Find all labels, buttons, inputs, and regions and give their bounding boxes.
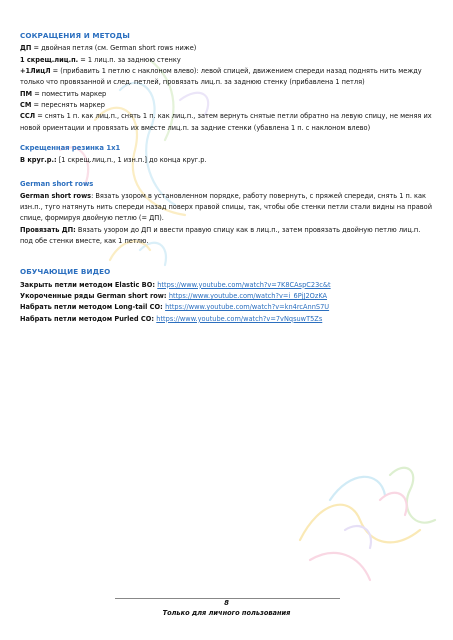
abbrev-item [20,43,435,54]
abbrev-item [20,89,435,100]
rib-instruction [20,155,435,166]
video-tutorials-heading: ОБУЧАЮЩИЕ ВИДЕО [20,267,111,277]
video-label: Набрать петли методом Long-tail CO: [20,303,166,312]
video-label: Набрать петли методом Purled CO: [20,314,157,323]
abbrev-term: ПМ [20,89,33,98]
abbrev-term: +1ЛицЛ [20,67,51,76]
video-link[interactable]: https://www.youtube.com/watch?v=kn4rcAnnS7U [165,303,330,312]
video-label: Укороченные ряды German short row: [20,292,169,301]
abbrev-definition: = снять 1 п. как лиц.п., снять 1 п. как лиц.п., затем вернуть снятые петли обратно на левую спицу, не меняя их новой ориентации и провязать их вместе лиц.п. за задние стенки (убавлена 1 п. с наклоном влево) [20,112,432,132]
video-item [20,302,435,313]
abbrev-definition: = (прибавить 1 петлю с наклоном влево): левой спицей, движением спереди назад поднять нить между только что провязанной и след. петлей, провязать лиц.п. за заднюю стенку (прибавлена 1 петля) [20,67,422,87]
abbrev-item [20,100,435,111]
gsr-term: Провязать ДП: [20,225,76,234]
gsr-text: : Вязать узором в установленном порядке, работу повернуть, с пряжей спереди, снять 1 п. как изн.п., туго натянуть нить спереди назад поверх правой спицы, так, чтобы обе стенки петли стали видны на правой спице, формируя двойную петлю (= ДП). [20,191,432,223]
video-link[interactable]: https://www.youtube.com/watch?v=i_6PjJ2OzKA [168,292,328,301]
rib-term: В круг.р.: [20,155,57,164]
abbrev-definition: = двойная петля (см. German short rows ниже) [31,44,197,53]
abbrev-term: ДП [20,44,32,53]
german-short-rows-heading: German short rows [20,180,94,189]
abbrev-definition: = 1 лиц.п. за заднюю стенку [78,55,181,64]
video-item [20,291,435,302]
abbrev-definition: = переснять маркер [31,101,105,110]
abbrev-term: СМ [20,101,32,110]
gsr-paragraph [20,191,435,225]
abbrev-term: ССЛ [20,112,36,121]
gsr-term: German short rows [20,191,92,200]
abbrev-item [20,55,435,66]
gsr-text: Вязать узором до ДП и ввести правую спицу как в лиц.п., затем провязать двойную петлю лиц.п. под обе стенки вместе, как 1 петлю. [20,225,421,246]
document-body [20,30,435,325]
personal-use-note: Только для личного пользования [162,609,291,617]
abbrev-item [20,111,435,134]
video-item [20,314,435,325]
video-link[interactable]: https://www.youtube.com/watch?v=7vNqsuwT5Zs [156,314,323,323]
page-number: 8 [224,599,229,607]
abbrev-term: 1 скрещ.лиц.п. [20,55,79,64]
gsr-paragraph [20,225,435,248]
rib-heading: Скрещенная резинка 1х1 [20,144,121,152]
video-label: Закрыть петли методом Elastic BO: [20,280,158,289]
abbrev-definition: = поместить маркер [32,89,107,98]
abbrev-item [20,66,435,89]
abbreviations-heading: СОКРАЩЕНИЯ И МЕТОДЫ [20,31,130,40]
video-link[interactable]: https://www.youtube.com/watch?v=7K8CAspC23c&t [157,280,331,289]
rib-text: [1 скрещ.лиц.п., 1 изн.п.] до конца круг.р. [56,155,207,164]
video-item [20,280,435,291]
